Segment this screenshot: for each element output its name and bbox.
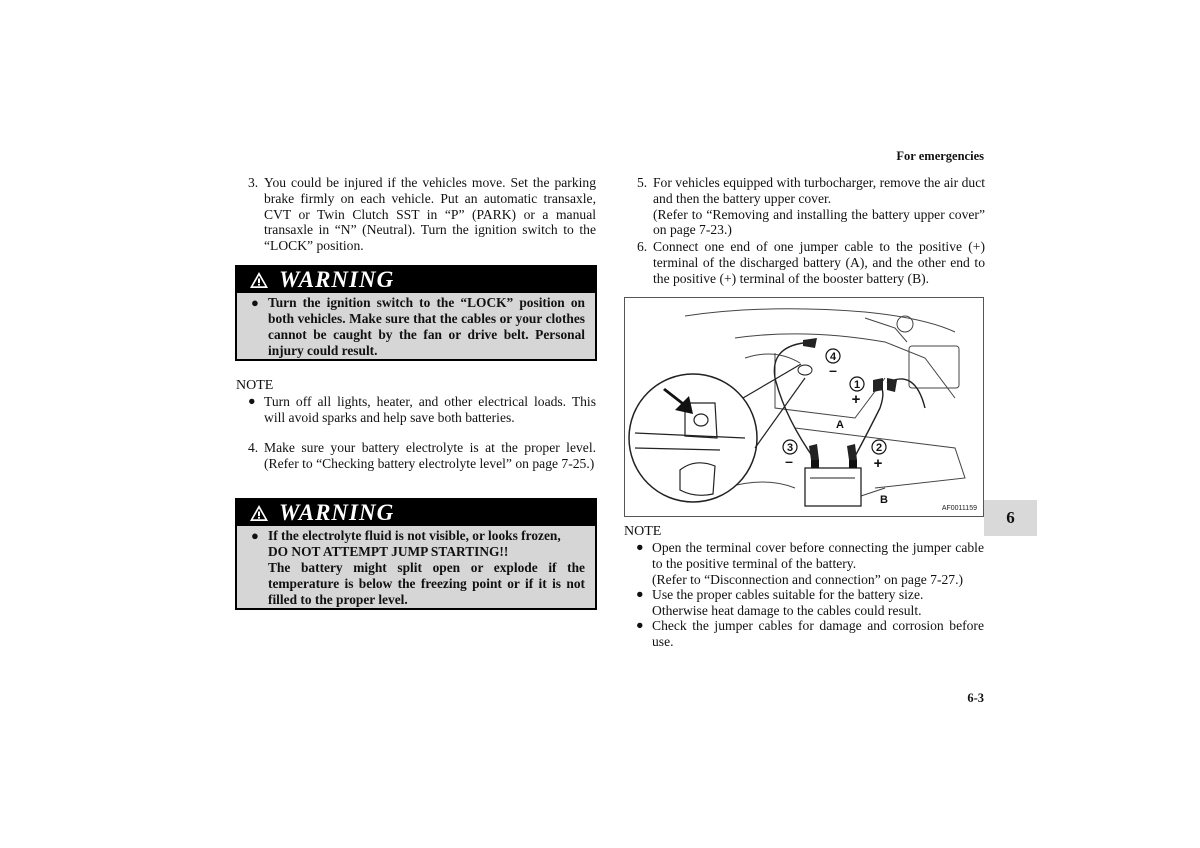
- bullet-icon: ●: [248, 394, 256, 408]
- warning-triangle-icon: [249, 504, 269, 522]
- note-label: NOTE: [236, 378, 274, 393]
- warning-triangle-icon: [249, 271, 269, 289]
- minus-sign: –: [829, 362, 837, 378]
- marker-3: 3: [786, 442, 794, 454]
- warning-title: WARNING: [279, 500, 395, 525]
- minus-sign: –: [785, 453, 793, 469]
- warning-box-electrolyte: [235, 498, 597, 610]
- chapter-tab: 6: [984, 500, 1037, 536]
- note-item: [248, 394, 596, 426]
- page-number: 6-3: [967, 691, 984, 705]
- figure-code: AF0011159: [941, 505, 977, 512]
- section-header: For emergencies: [896, 149, 984, 163]
- jump-start-diagram: [624, 297, 984, 517]
- bullet-icon: ●: [251, 295, 259, 310]
- step-text-block: [653, 175, 985, 238]
- note-text: Open the terminal cover before connecting the jumper cable to the positive terminal of the battery.: [652, 540, 984, 571]
- bullet-icon: ●: [636, 540, 644, 554]
- note-text-block: [652, 540, 984, 587]
- note-ref: Otherwise heat damage to the cables could result.: [652, 602, 922, 618]
- note-text: Check the jumper cables for damage and corrosion before use.: [652, 618, 984, 649]
- note-text-block: [652, 587, 984, 619]
- warning-title: WARNING: [279, 267, 395, 292]
- warning-line-2: DO NOT ATTEMPT JUMP STARTING!!: [268, 544, 509, 559]
- step-3: [248, 175, 596, 254]
- step-text: For vehicles equipped with turbocharger, remove the air duct and then the battery upper cover.: [653, 175, 985, 206]
- bullet-icon: ●: [636, 618, 644, 632]
- step-ref: (Refer to “Removing and installing the battery upper cover” on page 7-23.): [653, 206, 985, 238]
- note-item: [636, 618, 984, 650]
- step-number: 6.: [637, 239, 648, 254]
- warning-text-block: [268, 528, 585, 608]
- note-label: NOTE: [624, 524, 662, 539]
- step-number: 5.: [637, 175, 648, 190]
- marker-1: 1: [853, 379, 861, 391]
- step-4: [248, 440, 596, 472]
- warning-box-ignition: [235, 265, 597, 361]
- marker-4: 4: [829, 351, 837, 363]
- note-text: Turn off all lights, heater, and other electrical loads. This will avoid sparks and help save both batteries.: [264, 394, 596, 425]
- warning-body: [237, 293, 595, 363]
- plus-sign: +: [873, 455, 883, 472]
- warning-header: [237, 500, 595, 526]
- label-b: B: [880, 494, 888, 506]
- bullet-icon: ●: [636, 587, 644, 601]
- step-number: 4.: [248, 440, 259, 455]
- step-text: Connect one end of one jumper cable to the positive (+) terminal of the discharged battery (A), and the other end to the positive (+) terminal of the booster battery (B).: [653, 239, 985, 286]
- step-6: [637, 239, 985, 286]
- plus-sign: +: [851, 391, 861, 408]
- marker-2: 2: [875, 442, 883, 454]
- step-text: Make sure your battery electrolyte is at the proper level. (Refer to “Checking battery electrolyte level” on page 7-25.): [264, 440, 596, 471]
- step-text: You could be injured if the vehicles move. Set the parking brake firmly on each vehicle. Put an automatic transaxle, CVT or Twin Clutch SST in “P” (PARK) or a manual transaxle in “N” (Neutral). Turn the ignition switch to the “LOCK” position.: [264, 175, 596, 254]
- bullet-icon: ●: [251, 528, 259, 543]
- note-item: [636, 587, 984, 619]
- note-text: Use the proper cables suitable for the battery size.: [652, 587, 924, 602]
- note-ref: (Refer to “Disconnection and connection” on page 7-27.): [652, 571, 964, 587]
- warning-body: [237, 526, 595, 612]
- step-5: [637, 175, 985, 238]
- warning-text: Turn the ignition switch to the “LOCK” position on both vehicles. Make sure that the cables or your clothes cannot be caught by the fan or drive belt. Personal injury could result.: [268, 295, 585, 358]
- step-number: 3.: [248, 175, 259, 190]
- warning-line-1: If the electrolyte fluid is not visible, or looks frozen,: [268, 528, 561, 543]
- warning-header: [237, 267, 595, 293]
- label-a: A: [836, 419, 844, 431]
- note-item: [636, 540, 984, 587]
- warning-text: The battery might split open or explode if the temperature is below the freezing point or if it is not filled to the proper level.: [268, 560, 585, 607]
- engine-bay-illustration: [625, 298, 983, 516]
